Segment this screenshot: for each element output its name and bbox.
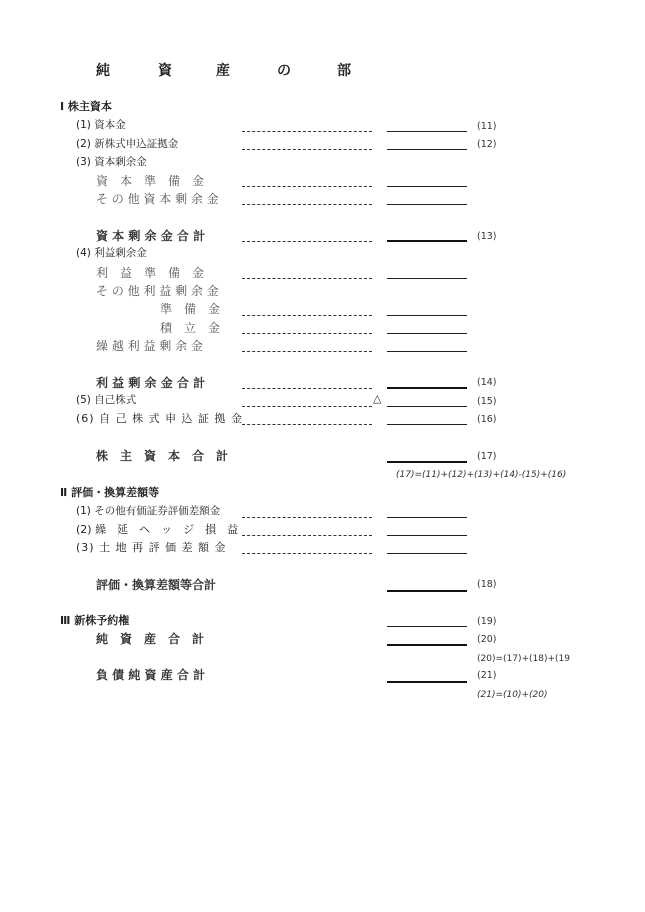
total-line [387,406,467,407]
total-line [387,131,467,132]
item-deferred-hedge: (2) 繰 延 ヘ ッ ジ 損 益 [76,523,239,536]
dash-line [242,424,372,425]
net-assets-total: 純 資 産 合 計 [96,632,205,646]
item-treasury-stock-deposit: (6) 自 己 株 式 申 込 証 拠 金 [76,412,244,425]
item-securities-valuation: (1) その他有価証券評価差額金 [76,505,221,517]
total-line [387,204,467,205]
code-15: (15) [477,396,497,407]
title-char-2: 資 [158,63,172,79]
total-line [387,351,467,352]
dash-line [242,553,372,554]
item-capital-reserve: 資 本 準 備 金 [96,174,205,188]
section-shareholders-equity: Ⅰ 株主資本 [60,100,112,113]
total-line-thick [387,240,467,242]
item-reserve: 準 備 金 [160,302,221,316]
section-valuation-adjustments: Ⅱ 評価・換算差額等 [60,486,160,499]
dash-line [242,388,372,389]
dash-line [242,204,372,205]
section-stock-acquisition-rights: Ⅲ 新株予約権 [60,614,130,627]
total-line [387,424,467,425]
item-treasury-stock: (5) 自己株式 [76,394,137,406]
total-line-thick [387,681,467,683]
total-line [387,333,467,334]
dash-line [242,131,372,132]
shareholders-equity-total: 株 主 資 本 合 計 [96,449,229,463]
item-capital-surplus: (3) 資本剰余金 [76,156,147,168]
valuation-adjustments-total: 評価・換算差額等合計 [96,578,217,592]
code-20: (20) [477,634,497,645]
title-char-3: 産 [216,63,230,79]
total-line [387,315,467,316]
item-other-retained-earnings: そ の 他 利 益 剰 余 金 [96,284,219,298]
total-line [387,626,467,627]
title-char-1: 純 [96,63,110,79]
dash-line [242,315,372,316]
code-19: (19) [477,616,497,627]
code-16: (16) [477,414,497,425]
formula-17: (17)=(11)+(12)+(13)+(14)-(15)+(16) [396,470,567,480]
liabilities-net-assets-total: 負 債 純 資 産 合 計 [96,668,206,682]
item-retained-earnings-brought-forward: 繰 越 利 益 剰 余 金 [96,339,203,353]
total-line-thick [387,644,467,646]
dash-line [242,406,372,407]
item-retained-earnings: (4) 利益剰余金 [76,247,147,259]
item-capital-stock: (1) 資本金 [76,119,126,131]
total-line-thick [387,590,467,592]
code-11: (11) [477,121,497,132]
dash-line [242,186,372,187]
total-line [387,517,467,518]
total-line [387,149,467,150]
item-land-revaluation: (3) 土 地 再 評 価 差 額 金 [76,541,227,554]
total-line [387,278,467,279]
title-char-5: 部 [337,63,351,79]
code-14: (14) [477,377,497,388]
formula-21: (21)=(10)+(20) [477,690,548,700]
dash-line [242,333,372,334]
total-line [387,553,467,554]
total-line-thick [387,387,467,389]
formula-20: (20)=(17)+(18)+(19 [477,654,571,664]
code-18: (18) [477,579,497,590]
triangle-mark-icon: △ [373,392,382,405]
code-21: (21) [477,670,497,681]
total-line-thick [387,461,467,463]
total-line [387,535,467,536]
dash-line [242,517,372,518]
code-17: (17) [477,451,497,462]
item-other-capital-surplus: そ の 他 資 本 剰 余 金 [96,192,219,206]
title-char-4: の [277,63,291,79]
dash-line [242,535,372,536]
code-12: (12) [477,139,497,150]
item-new-share-deposit: (2) 新株式申込証拠金 [76,138,179,150]
item-retained-earnings-total: 利 益 剰 余 金 合 計 [96,376,206,390]
item-capital-surplus-total: 資 本 剰 余 金 合 計 [96,229,206,243]
dash-line [242,351,372,352]
dash-line [242,149,372,150]
item-legal-reserve: 利 益 準 備 金 [96,266,205,280]
total-line [387,186,467,187]
dash-line [242,241,372,242]
item-accumulated-reserve: 積 立 金 [160,321,221,335]
code-13: (13) [477,231,497,242]
dash-line [242,278,372,279]
